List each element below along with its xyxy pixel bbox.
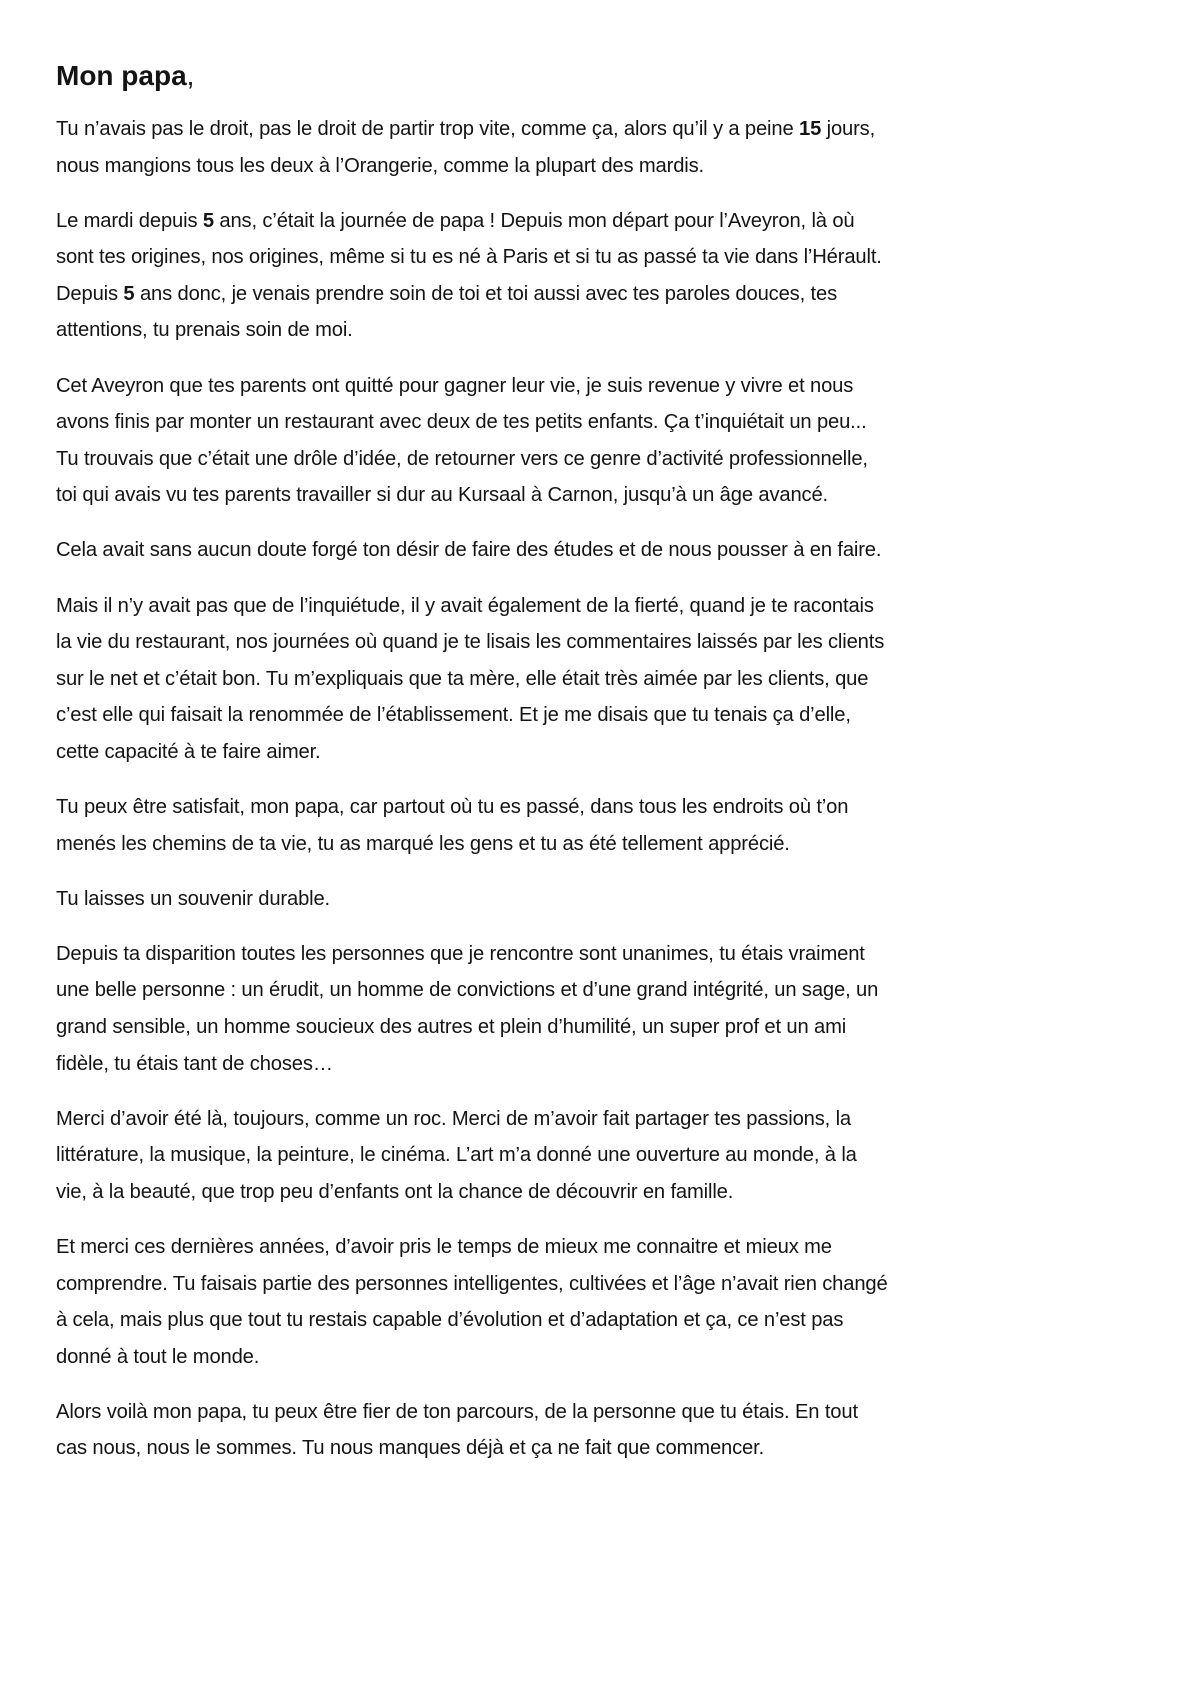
text-line	[56, 1137, 1166, 1174]
text-run: attentions, tu prenais soin de moi.	[56, 319, 353, 342]
text-run: cette capacité à te faire aimer.	[56, 740, 321, 763]
text-line	[56, 697, 1166, 734]
text-line	[56, 1101, 1166, 1138]
text-run: Depuis	[56, 282, 124, 305]
text-run: une belle personne : un érudit, un homme de convictions et d’une grand intégrité, un sage, un	[56, 979, 879, 1002]
text-run: jours,	[821, 118, 876, 140]
text-run: vie, à la beauté, que trop peu d’enfants ont la chance de découvrir en famille.	[56, 1180, 734, 1203]
paragraph	[56, 588, 1166, 771]
paragraph	[56, 936, 1166, 1082]
paragraph	[56, 1101, 1166, 1211]
emphasized-number: 5	[202, 209, 214, 232]
text-run: Merci d’avoir été là, toujours, comme un roc. Merci de m’avoir fait partager tes passions, la	[56, 1107, 851, 1130]
emphasized-number: 5	[123, 282, 135, 305]
paragraph	[56, 203, 1166, 349]
text-line	[56, 661, 1166, 698]
text-line	[56, 441, 1166, 478]
text-line	[56, 404, 1166, 441]
text-line	[56, 477, 1166, 514]
text-line	[56, 624, 1166, 661]
text-run: comprendre. Tu faisais partie des personnes intelligentes, cultivées et l’âge n’avait rien changé	[56, 1272, 888, 1295]
paragraph	[56, 1229, 1166, 1375]
text-run: nous mangions tous les deux à l’Orangerie, comme la plupart des mardis.	[56, 154, 705, 177]
text-line	[56, 1339, 1166, 1376]
text-line	[56, 881, 1166, 918]
text-line	[56, 368, 1166, 405]
text-line	[56, 148, 1166, 185]
text-run: Cela avait sans aucun doute forgé ton désir de faire des études et de nous pousser à en faire.	[56, 539, 882, 562]
paragraph	[56, 789, 1166, 862]
text-run: Tu peux être satisfait, mon papa, car partout où tu es passé, dans tous les endroits où t’on	[56, 796, 849, 818]
text-run: sur le net et c’était bon. Tu m’expliquais que ta mère, elle était très aimée par les clients, que	[56, 667, 869, 690]
text-run: Et merci ces dernières années, d’avoir pris le temps de mieux me connaitre et mieux me	[56, 1235, 832, 1258]
text-run: Tu laisses un souvenir durable.	[56, 887, 331, 910]
letter-title	[56, 58, 1166, 94]
text-line	[56, 1174, 1166, 1211]
text-line	[56, 1009, 1166, 1046]
letter-title-name: Mon papa	[56, 60, 187, 91]
text-run: menés les chemins de ta vie, tu as marqué les gens et tu as été tellement apprécié.	[56, 832, 790, 855]
text-run: Tu trouvais que c’était une drôle d’idée, de retourner vers ce genre d’activité professionnelle,	[56, 447, 868, 470]
paragraph-list	[56, 111, 1166, 1467]
text-line	[56, 1046, 1166, 1083]
text-run: avons finis par monter un restaurant avec deux de tes petits enfants. Ça t’inquiétait un peu...	[56, 411, 867, 434]
text-run: Mais il n’y avait pas que de l’inquiétude, il y avait également de la fierté, quand je te racontais	[56, 594, 874, 617]
paragraph	[56, 881, 1166, 918]
letter-title-punctuation: ,	[186, 60, 195, 91]
text-run: à cela, mais plus que tout tu restais capable d’évolution et d’adaptation et ça, ce n’est pas	[56, 1309, 844, 1332]
text-line	[56, 1266, 1166, 1303]
text-line	[56, 532, 1166, 569]
text-run: Cet Aveyron que tes parents ont quitté pour gagner leur vie, je suis revenue y vivre et nous	[56, 374, 854, 397]
text-run: ans, c’était la journée de papa ! Depuis mon départ pour l’Aveyron, là où	[213, 209, 855, 232]
text-line	[56, 588, 1166, 625]
paragraph	[56, 368, 1166, 514]
text-run: la vie du restaurant, nos journées où quand je te lisais les commentaires laissés par les clients	[56, 631, 885, 654]
text-run: Tu n’avais pas le droit, pas le droit de partir trop vite, comme ça, alors qu’il y a peine	[56, 118, 799, 140]
text-run: littérature, la musique, la peinture, le cinéma. L’art m’a donné une ouverture au monde, à la	[56, 1144, 857, 1167]
paragraph	[56, 111, 1166, 184]
text-run: donné à tout le monde.	[56, 1345, 260, 1368]
text-run: toi qui avais vu tes parents travailler si dur au Kursaal à Carnon, jusqu’à un âge avancé.	[56, 484, 829, 507]
text-line	[56, 203, 1166, 240]
text-line	[56, 239, 1166, 276]
text-run: fidèle, tu étais tant de choses…	[56, 1052, 333, 1075]
text-run: c’est elle qui faisait la renommée de l’établissement. Et je me disais que tu tenais ça d’elle,	[56, 704, 851, 727]
text-line	[56, 1302, 1166, 1339]
paragraph	[56, 1394, 1166, 1467]
text-run: grand sensible, un homme soucieux des autres et plein d’humilité, un super prof et un ami	[56, 1015, 847, 1038]
paragraph	[56, 532, 1166, 569]
text-line	[56, 1394, 1166, 1431]
text-line	[56, 1229, 1166, 1266]
text-run: Le mardi depuis	[56, 209, 203, 232]
text-run: cas nous, nous le sommes. Tu nous manques déjà et ça ne fait que commencer.	[56, 1437, 765, 1460]
text-line	[56, 789, 1166, 826]
text-run: Alors voilà mon papa, tu peux être fier de ton parcours, de la personne que tu étais. En tout	[56, 1400, 858, 1423]
text-run: sont tes origines, nos origines, même si tu es né à Paris et si tu as passé ta vie dans l’Hérault.	[56, 246, 882, 269]
text-line	[56, 111, 1166, 148]
text-line	[56, 734, 1166, 771]
text-line	[56, 972, 1166, 1009]
text-line	[56, 276, 1166, 313]
text-line	[56, 1430, 1166, 1467]
text-line	[56, 312, 1166, 349]
text-line	[56, 826, 1166, 863]
text-line	[56, 936, 1166, 973]
text-run: ans donc, je venais prendre soin de toi et toi aussi avec tes paroles douces, tes	[134, 282, 838, 305]
text-run: Depuis ta disparition toutes les personnes que je rencontre sont unanimes, tu étais vraiment	[56, 942, 865, 965]
emphasized-number: 15	[799, 118, 822, 140]
letter-body	[56, 58, 1166, 1486]
